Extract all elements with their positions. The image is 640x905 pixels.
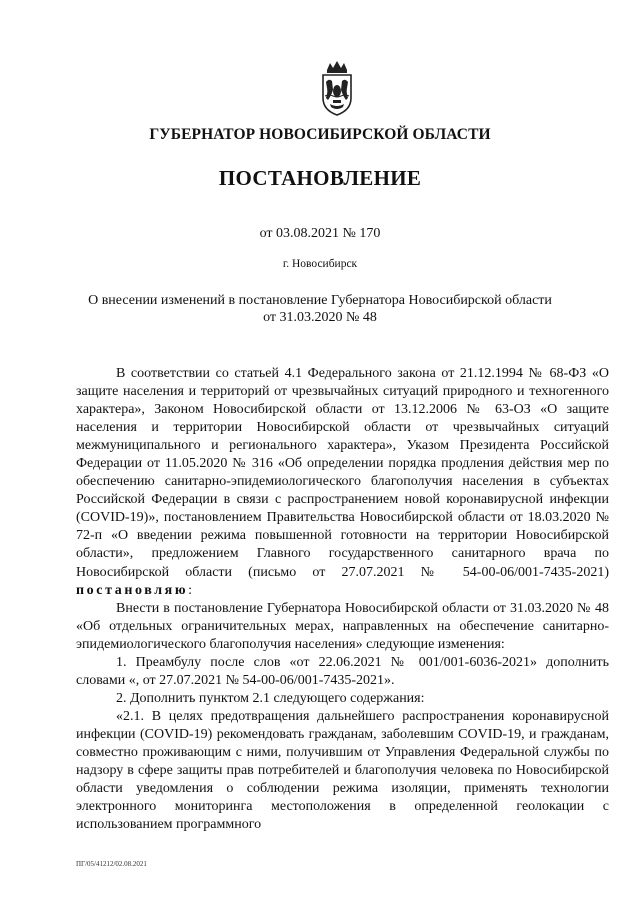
subject-line-1: О внесении изменений в постановление Губернатора Новосибирской области xyxy=(88,293,552,308)
body-paragraph-item-1: 1. Преамбулу после слов «от 22.06.2021 № 001/001-6036-2021» дополнить словами «, от 27.07.2021 № 54-00-06/001-7435-2021». xyxy=(76,654,609,688)
document-footer-code: ПГ/05/41212/02.08.2021 xyxy=(76,860,147,868)
document-date: от 03.08.2021 xyxy=(259,226,340,241)
body-paragraph-preamble xyxy=(76,365,609,600)
decree-word: постановляю xyxy=(76,582,189,598)
issuing-authority: ГУБЕРНАТОР НОВОСИБИРСКОЙ ОБЛАСТИ xyxy=(149,126,491,143)
body-paragraph-item-2: 2. Дополнить пунктом 2.1 следующего содержания: xyxy=(116,690,425,706)
novosibirsk-coat-of-arms-icon xyxy=(318,60,356,118)
decree-colon: : xyxy=(188,582,193,598)
document-number: № 170 xyxy=(342,226,381,241)
document-date-number xyxy=(0,226,640,242)
document-city: г. Новосибирск xyxy=(282,258,358,270)
subject-line-2: от 31.03.2020 № 48 xyxy=(263,310,377,325)
body-paragraph-amend: Внести в постановление Губернатора Новосибирской области от 31.03.2020 № 48 «Об отдельных ограничительных мерах, направленных на обеспечение санитарно-эпидемиологического благополучия населения» следующие изменения: xyxy=(76,600,609,652)
document-subject xyxy=(60,292,580,326)
body-paragraph-item-2-1: «2.1. В целях предотвращения дальнейшего распространения коронавирусной инфекции (COVID-19) рекомендовать гражданам, заболевшим COVID-19, и гражданам, совместно проживающим с ними, получившим от Управления Федеральной службы по надзору в сфере защиты прав потребителей и благополучия человека по Новосибирской области уведомления о соблюдении режима изоляции, применять технологии электронного мониторинга местоположения в определенной геолокации с использованием программного xyxy=(76,708,609,833)
preamble-text: В соответствии со статьей 4.1 Федерального закона от 21.12.1994 № 68-ФЗ «О защите населения и территорий от чрезвычайных ситуаций природного и техногенного характера», Законом Новосибирской области от 13.12.2006 № 63-ОЗ «О защите населения и территории Новосибирской области от чрезвычайных ситуаций межмуниципального и регионального характера», Указом Президента Российской Федерации от 11.05.2020 № 316 «Об определении порядка продления действия мер по обеспечению санитарно-эпидемиологического благополучия населения в субъектах Российской Федерации в связи с распространением новой коронавирусной инфекции (COVID-19)», постановлением Правительства Новосибирской области от 18.03.2020 № 72-п «О введении режима повышенной готовности на территории Новосибирской области», предложением Главного государственного санитарного врача по Новосибирской области (письмо от 27.07.2021 № 54-00-06/001-7435-2021) xyxy=(76,366,609,580)
document-body xyxy=(76,365,609,834)
document-type-title: ПОСТАНОВЛЕНИЕ xyxy=(218,166,422,190)
